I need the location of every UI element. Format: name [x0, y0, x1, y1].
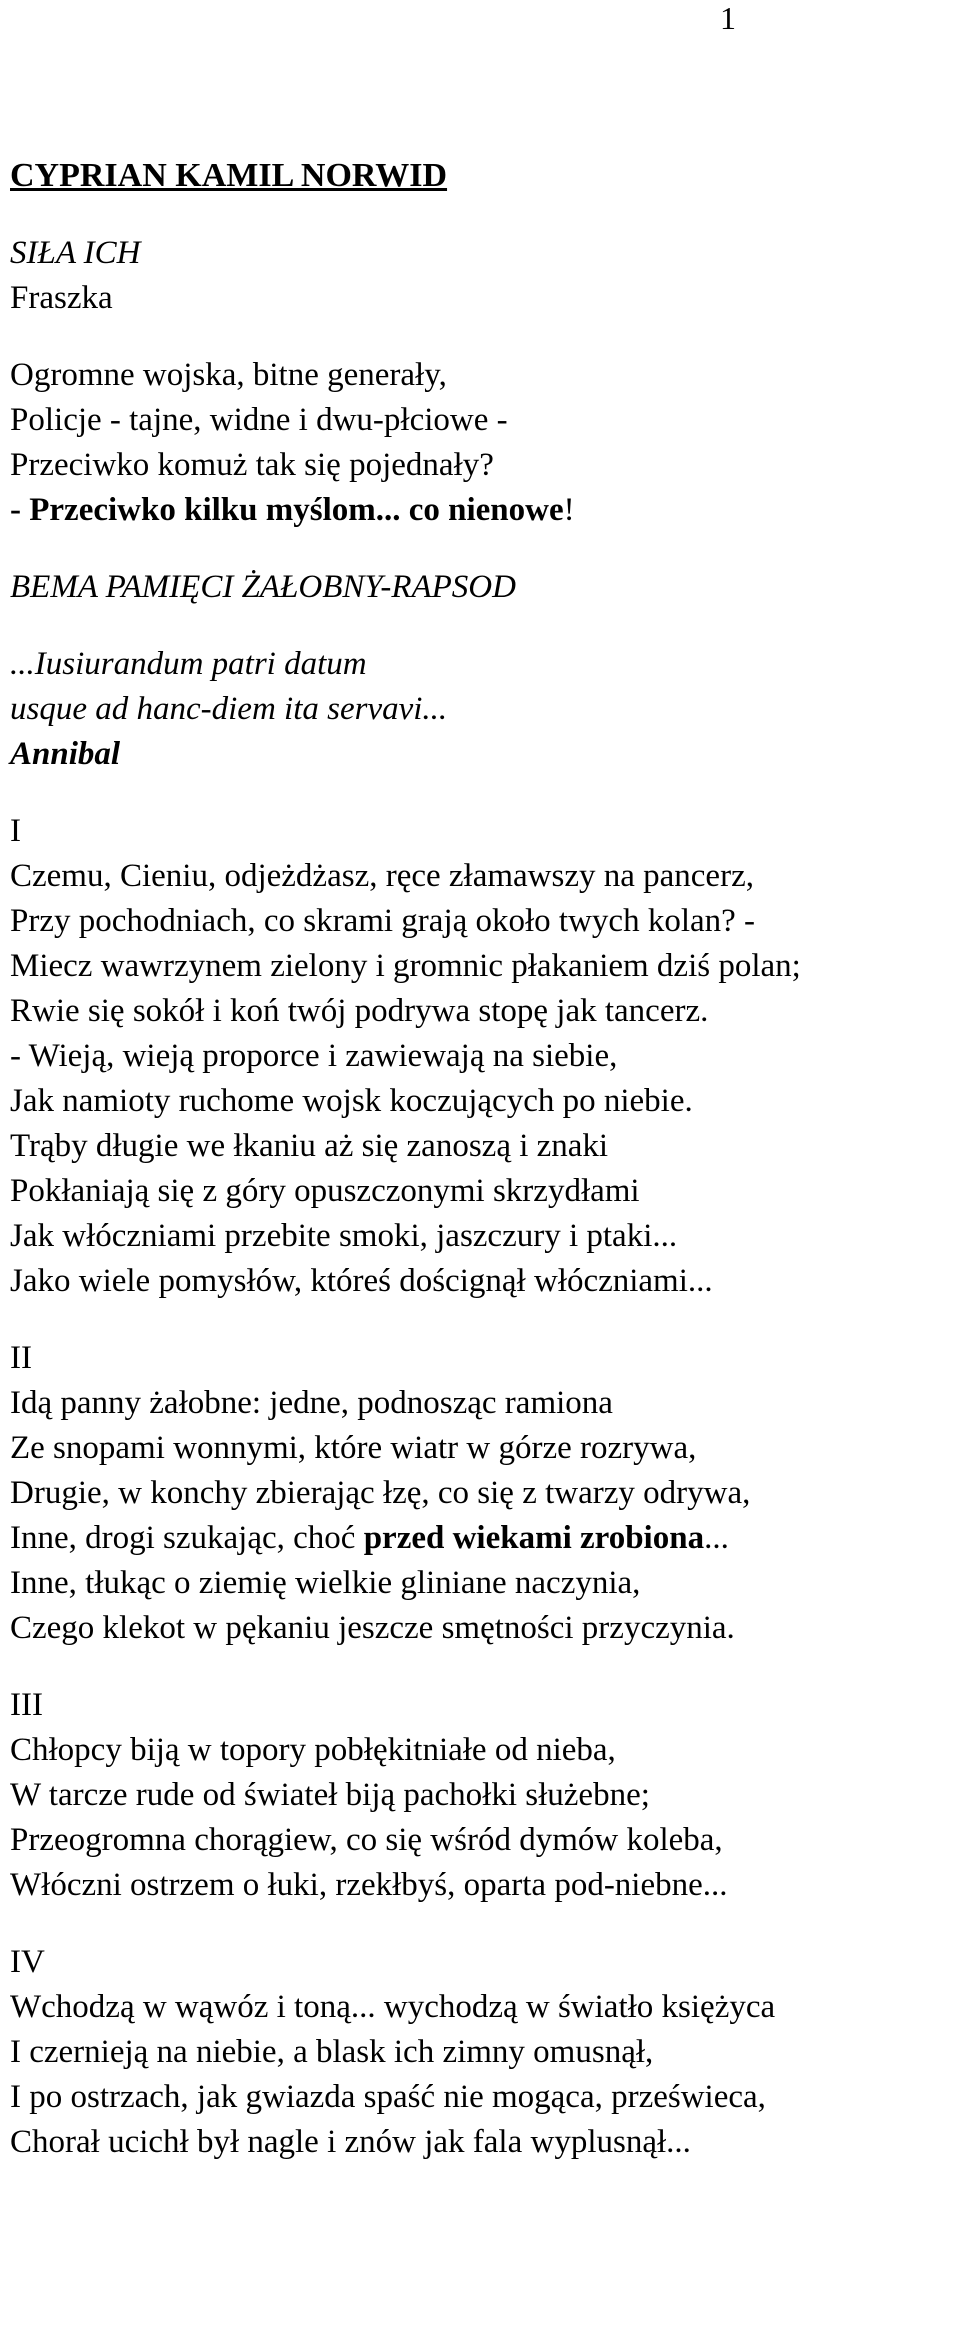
verse-line: Czego klekot w pękaniu jeszcze smętności przyczynia. — [10, 1610, 735, 1646]
document-body — [10, 156, 950, 2165]
author-heading: CYPRIAN KAMIL NORWID — [10, 157, 448, 194]
verse-line: Jako wiele pomysłów, któreś doścignął włóczniami... — [10, 1263, 713, 1299]
page-number: 1 — [720, 0, 736, 36]
verse-line-bold: - Przeciwko kilku myślom... co nienowe — [10, 492, 564, 528]
verse-line-end: ! — [563, 492, 575, 528]
verse-line: Przy pochodniach, co skrami grają około twych kolan? - — [10, 903, 756, 939]
verse-line: Rwie się sokół i koń twój podrywa stopę jak tancerz. — [10, 993, 709, 1029]
poem-title: SIŁA ICH — [10, 235, 141, 271]
verse-line: Idą panny żałobne: jedne, podnosząc ramiona — [10, 1385, 613, 1421]
verse-line: Jak namioty ruchome wojsk koczujących po niebie. — [10, 1083, 693, 1119]
verse-line-mixed — [10, 1516, 950, 1561]
verse-line: Jak włóczniami przebite smoki, jaszczury i ptaki... — [10, 1218, 678, 1254]
verse-line: - Wieją, wieją proporce i zawiewają na siebie, — [10, 1038, 618, 1074]
epigraph-line: usque ad hanc-diem ita servavi... — [10, 691, 448, 727]
verse-line: I czernieją na niebie, a blask ich zimny omusnął, — [10, 2034, 654, 2070]
verse-line: Drugie, w konchy zbierając łzę, co się z twarzy odrywa, — [10, 1475, 751, 1511]
verse-line: Miecz wawrzynem zielony i gromnic płakaniem dziś polan; — [10, 948, 801, 984]
verse-line: Czemu, Cieniu, odjeżdżasz, ręce złamawszy na pancerz, — [10, 858, 754, 894]
verse-line: Chorał ucichł był nagle i znów jak fala wyplusnął... — [10, 2124, 691, 2160]
verse-line: Przeogromna chorągiew, co się wśród dymów koleba, — [10, 1822, 723, 1858]
verse-line: Policje - tajne, widne i dwu-płciowe - — [10, 402, 508, 438]
verse-line: Trąby długie we łkaniu aż się zanoszą i znaki — [10, 1128, 609, 1164]
verse-line: I po ostrzach, jak gwiazda spaść nie mogąca, prześwieca, — [10, 2079, 766, 2115]
verse-line-end: ... — [704, 1520, 729, 1556]
verse-line: Przeciwko komuż tak się pojednały? — [10, 447, 494, 483]
verse-line: Wchodzą w wąwóz i toną... wychodzą w światło księżyca — [10, 1989, 776, 2025]
verse-line-last — [10, 488, 950, 533]
verse-line: Włóczni ostrzem o łuki, rzekłbyś, oparta pod-niebne... — [10, 1867, 728, 1903]
verse-line-bold: przed wiekami zrobiona — [363, 1520, 705, 1556]
section-number: III — [10, 1687, 43, 1723]
verse-line: Chłopcy biją w topory pobłękitniałe od nieba, — [10, 1732, 616, 1768]
verse-line: Ogromne wojska, bitne generały, — [10, 357, 447, 393]
section-number: IV — [10, 1944, 45, 1980]
verse-line: Inne, tłukąc o ziemię wielkie gliniane naczynia, — [10, 1565, 641, 1601]
poem-title: BEMA PAMIĘCI ŻAŁOBNY-RAPSOD — [10, 569, 516, 605]
section-number: II — [10, 1340, 32, 1376]
epigraph-author: Annibal — [10, 736, 121, 772]
verse-line: Ze snopami wonnymi, które wiatr w górze rozrywa, — [10, 1430, 697, 1466]
verse-line: W tarcze rude od świateł biją pachołki służebne; — [10, 1777, 650, 1813]
section-number: I — [10, 813, 21, 849]
epigraph-line: ...Iusiurandum patri datum — [10, 646, 367, 682]
poem-subtitle: Fraszka — [10, 280, 113, 316]
verse-line: Pokłaniają się z góry opuszczonymi skrzydłami — [10, 1173, 640, 1209]
verse-line-part: Inne, drogi szukając, choć — [10, 1520, 364, 1556]
